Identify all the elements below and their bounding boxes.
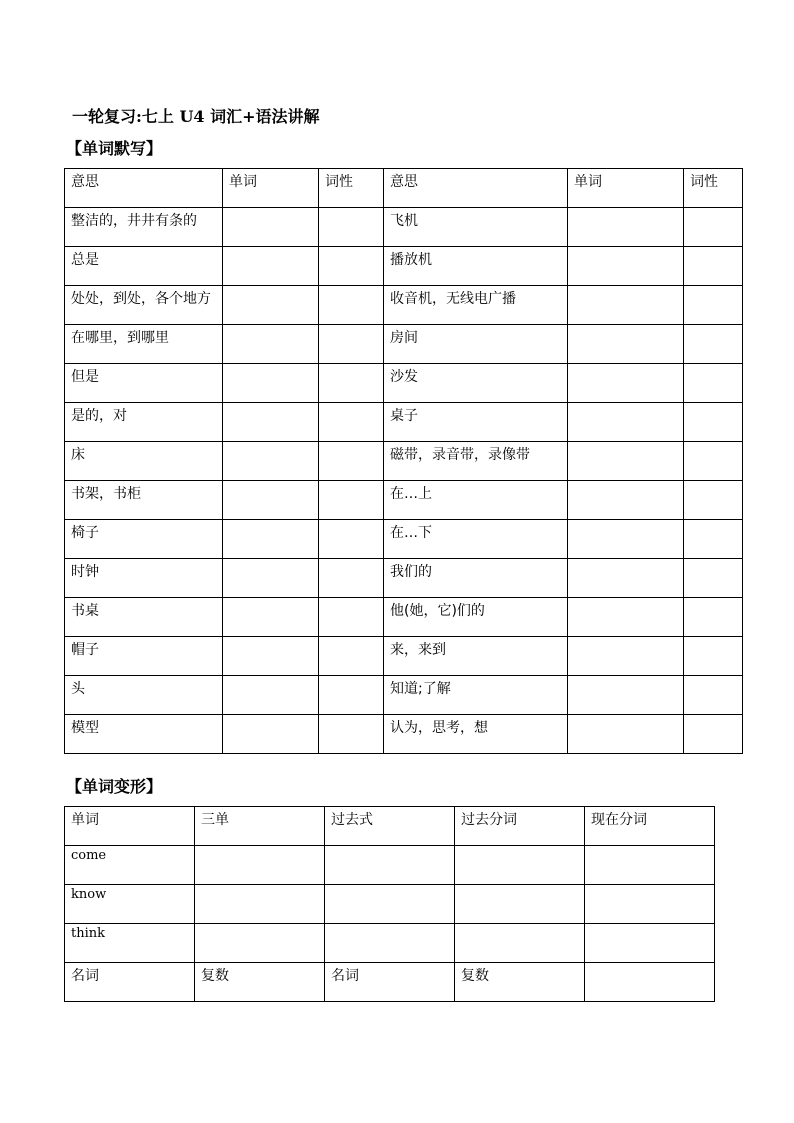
part-of-speech-answer-cell[interactable] (684, 325, 743, 364)
column-header: 单词 (65, 807, 195, 846)
word-forms-table (64, 806, 715, 1002)
part-of-speech-answer-cell[interactable] (319, 676, 384, 715)
part-of-speech-answer-cell[interactable] (684, 403, 743, 442)
word-answer-cell[interactable] (223, 208, 319, 247)
meaning-cell: 在哪里，到哪里 (65, 325, 223, 364)
meaning-cell: 桌子 (384, 403, 568, 442)
table-row (65, 637, 743, 676)
form-answer-cell[interactable] (325, 924, 455, 963)
word-answer-cell[interactable] (568, 598, 684, 637)
form-answer-cell[interactable] (585, 885, 715, 924)
word-answer-cell[interactable] (223, 481, 319, 520)
form-answer-cell[interactable] (325, 846, 455, 885)
meaning-cell: 播放机 (384, 247, 568, 286)
table-row (65, 715, 743, 754)
meaning-cell: 飞机 (384, 208, 568, 247)
meaning-cell: 书桌 (65, 598, 223, 637)
part-of-speech-answer-cell[interactable] (319, 637, 384, 676)
meaning-cell: 在…上 (384, 481, 568, 520)
section-heading-word-dictation: 【单词默写】 (66, 139, 163, 158)
table-row (65, 924, 715, 963)
word-answer-cell[interactable] (568, 403, 684, 442)
part-of-speech-answer-cell[interactable] (319, 481, 384, 520)
meaning-cell: 书架，书柜 (65, 481, 223, 520)
table-row (65, 520, 743, 559)
part-of-speech-answer-cell[interactable] (319, 403, 384, 442)
part-of-speech-answer-cell[interactable] (319, 286, 384, 325)
part-of-speech-answer-cell[interactable] (319, 598, 384, 637)
table-row (65, 885, 715, 924)
part-of-speech-answer-cell[interactable] (684, 286, 743, 325)
word-answer-cell[interactable] (568, 715, 684, 754)
table-row (65, 676, 743, 715)
part-of-speech-answer-cell[interactable] (319, 559, 384, 598)
table-header-row (65, 169, 743, 208)
section-heading-word-forms: 【单词变形】 (66, 777, 163, 796)
meaning-cell: 头 (65, 676, 223, 715)
word-answer-cell[interactable] (568, 559, 684, 598)
word-answer-cell[interactable] (223, 676, 319, 715)
word-cell: think (65, 924, 195, 963)
meaning-cell: 认为，思考，想 (384, 715, 568, 754)
word-answer-cell[interactable] (568, 325, 684, 364)
part-of-speech-answer-cell[interactable] (319, 208, 384, 247)
meaning-cell: 但是 (65, 364, 223, 403)
meaning-cell: 来，来到 (384, 637, 568, 676)
label-cell: 名词 (65, 963, 195, 1002)
form-answer-cell[interactable] (195, 885, 325, 924)
word-answer-cell[interactable] (223, 364, 319, 403)
part-of-speech-answer-cell[interactable] (684, 637, 743, 676)
part-of-speech-answer-cell[interactable] (319, 520, 384, 559)
word-answer-cell[interactable] (223, 715, 319, 754)
form-answer-cell[interactable] (455, 846, 585, 885)
part-of-speech-answer-cell[interactable] (684, 481, 743, 520)
meaning-cell: 知道;了解 (384, 676, 568, 715)
word-answer-cell[interactable] (568, 520, 684, 559)
meaning-cell: 在…下 (384, 520, 568, 559)
column-header: 单词 (223, 169, 319, 208)
form-answer-cell[interactable] (195, 924, 325, 963)
meaning-cell: 收音机，无线电广播 (384, 286, 568, 325)
word-answer-cell[interactable] (568, 481, 684, 520)
word-answer-cell[interactable] (223, 286, 319, 325)
part-of-speech-answer-cell[interactable] (684, 520, 743, 559)
column-header: 意思 (384, 169, 568, 208)
form-answer-cell[interactable] (195, 846, 325, 885)
meaning-cell: 时钟 (65, 559, 223, 598)
word-answer-cell[interactable] (223, 559, 319, 598)
table-row (65, 208, 743, 247)
column-header: 三单 (195, 807, 325, 846)
meaning-cell: 总是 (65, 247, 223, 286)
label-cell: 复数 (195, 963, 325, 1002)
part-of-speech-answer-cell[interactable] (684, 364, 743, 403)
word-cell: know (65, 885, 195, 924)
part-of-speech-answer-cell[interactable] (684, 208, 743, 247)
meaning-cell: 是的，对 (65, 403, 223, 442)
part-of-speech-answer-cell[interactable] (319, 247, 384, 286)
word-answer-cell[interactable] (568, 364, 684, 403)
part-of-speech-answer-cell[interactable] (319, 325, 384, 364)
word-answer-cell[interactable] (223, 598, 319, 637)
word-cell: come (65, 846, 195, 885)
part-of-speech-answer-cell[interactable] (319, 364, 384, 403)
part-of-speech-answer-cell[interactable] (319, 442, 384, 481)
table-row (65, 442, 743, 481)
meaning-cell: 整洁的，井井有条的 (65, 208, 223, 247)
table-row (65, 598, 743, 637)
table-row (65, 481, 743, 520)
word-answer-cell[interactable] (568, 208, 684, 247)
word-answer-cell[interactable] (568, 247, 684, 286)
meaning-cell: 沙发 (384, 364, 568, 403)
label-cell: 复数 (455, 963, 585, 1002)
table-row (65, 403, 743, 442)
meaning-cell: 模型 (65, 715, 223, 754)
table-header-row (65, 807, 715, 846)
column-header: 现在分词 (585, 807, 715, 846)
table-row (65, 325, 743, 364)
word-answer-cell[interactable] (223, 403, 319, 442)
word-answer-cell[interactable] (223, 442, 319, 481)
word-answer-cell[interactable] (568, 286, 684, 325)
column-header: 过去分词 (455, 807, 585, 846)
column-header: 单词 (568, 169, 684, 208)
meaning-cell: 处处，到处，各个地方 (65, 286, 223, 325)
label-cell: 名词 (325, 963, 455, 1002)
meaning-cell: 床 (65, 442, 223, 481)
table-row (65, 559, 743, 598)
word-answer-cell[interactable] (223, 247, 319, 286)
meaning-cell: 我们的 (384, 559, 568, 598)
form-answer-cell[interactable] (455, 924, 585, 963)
table-row (65, 286, 743, 325)
meaning-cell: 帽子 (65, 637, 223, 676)
table-row (65, 963, 715, 1002)
part-of-speech-answer-cell[interactable] (684, 247, 743, 286)
part-of-speech-answer-cell[interactable] (684, 676, 743, 715)
form-answer-cell[interactable] (325, 885, 455, 924)
word-answer-cell[interactable] (568, 442, 684, 481)
part-of-speech-answer-cell[interactable] (684, 715, 743, 754)
table-row (65, 846, 715, 885)
page-title: 一轮复习:七上 U4 词汇+语法讲解 (72, 107, 320, 126)
part-of-speech-answer-cell[interactable] (319, 715, 384, 754)
meaning-cell: 他(她，它)们的 (384, 598, 568, 637)
part-of-speech-answer-cell[interactable] (684, 442, 743, 481)
meaning-cell: 磁带，录音带，录像带 (384, 442, 568, 481)
column-header: 词性 (684, 169, 743, 208)
meaning-cell: 房间 (384, 325, 568, 364)
meaning-cell: 椅子 (65, 520, 223, 559)
word-answer-cell[interactable] (223, 520, 319, 559)
column-header: 词性 (319, 169, 384, 208)
part-of-speech-answer-cell[interactable] (684, 598, 743, 637)
form-answer-cell[interactable] (585, 846, 715, 885)
word-answer-cell[interactable] (223, 325, 319, 364)
vocab-dictation-table (64, 168, 743, 754)
word-answer-cell[interactable] (568, 637, 684, 676)
table-row (65, 247, 743, 286)
word-answer-cell[interactable] (568, 676, 684, 715)
form-answer-cell[interactable] (585, 963, 715, 1002)
table-row (65, 364, 743, 403)
column-header: 过去式 (325, 807, 455, 846)
column-header: 意思 (65, 169, 223, 208)
part-of-speech-answer-cell[interactable] (684, 559, 743, 598)
form-answer-cell[interactable] (585, 924, 715, 963)
word-answer-cell[interactable] (223, 637, 319, 676)
form-answer-cell[interactable] (455, 885, 585, 924)
